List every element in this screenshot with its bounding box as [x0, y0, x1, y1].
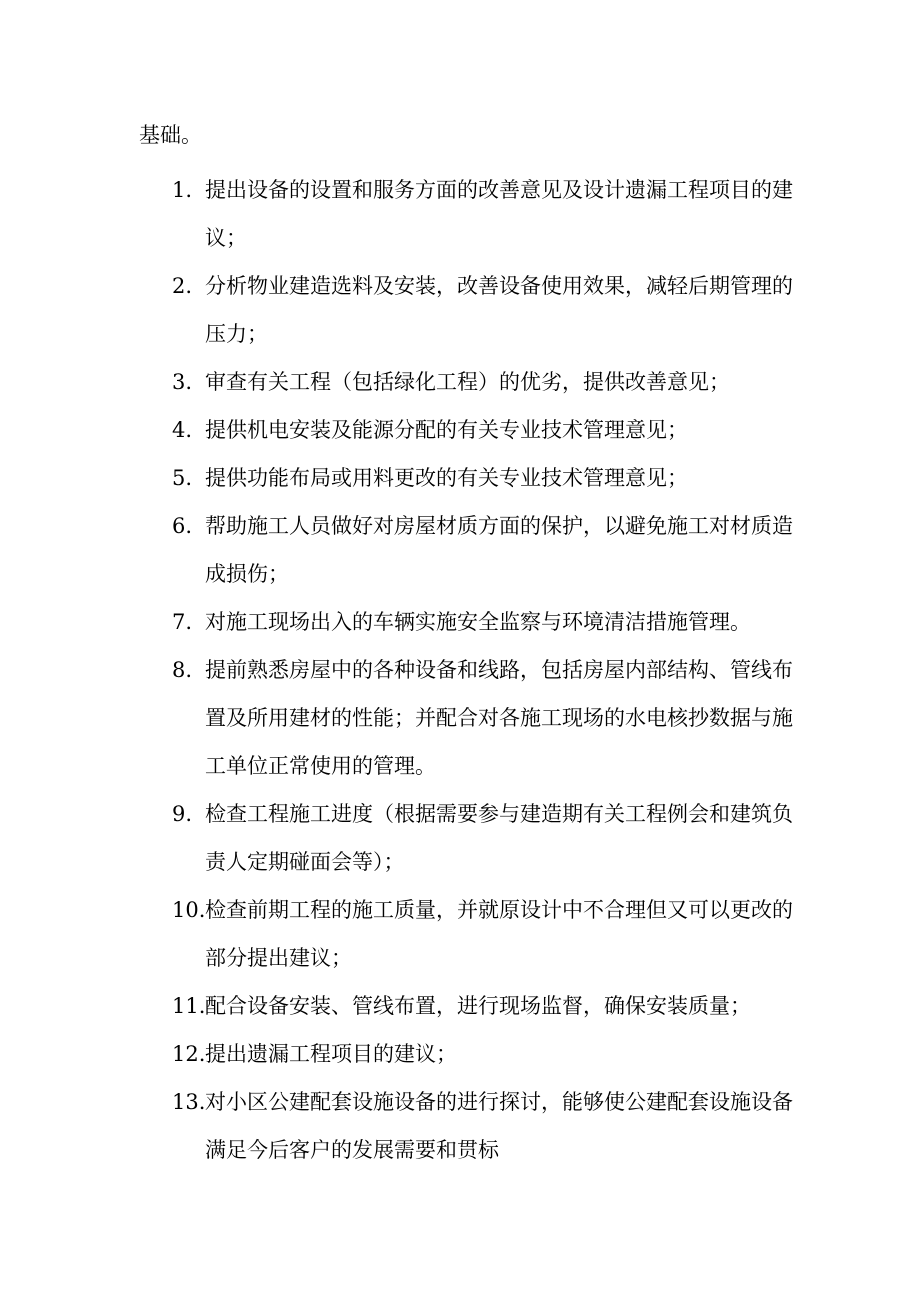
item-text: 分析物业建造选料及安装，改善设备使用效果，减轻后期管理的压力；	[205, 274, 793, 346]
item-text: 提出遗漏工程项目的建议；	[205, 1042, 457, 1066]
item-number: 12.	[172, 1042, 206, 1066]
item-text: 提供功能布局或用料更改的有关专业技术管理意见；	[205, 466, 688, 490]
item-number: 7.	[172, 610, 193, 634]
item-number: 5.	[172, 466, 193, 490]
item-number: 6.	[172, 514, 193, 538]
item-text: 配合设备安装、管线布置，进行现场监督，确保安装质量；	[205, 994, 751, 1018]
list-item	[139, 502, 799, 598]
item-text: 审查有关工程（包括绿化工程）的优劣，提供改善意见；	[205, 370, 730, 394]
list-item	[139, 1030, 799, 1078]
numbered-list	[139, 166, 799, 1174]
item-text: 检查前期工程的施工质量，并就原设计中不合理但又可以更改的部分提出建议；	[205, 898, 793, 970]
item-text: 帮助施工人员做好对房屋材质方面的保护，以避免施工对材质造成损伤；	[205, 514, 793, 586]
item-number: 13.	[172, 1090, 206, 1114]
list-item	[139, 262, 799, 358]
item-number: 3.	[172, 370, 193, 394]
item-number: 10.	[172, 898, 206, 922]
item-text: 提出设备的设置和服务方面的改善意见及设计遗漏工程项目的建议；	[205, 178, 793, 250]
item-number: 2.	[172, 274, 193, 298]
list-item	[139, 166, 799, 262]
list-item	[139, 598, 799, 646]
list-item	[139, 886, 799, 982]
list-item	[139, 358, 799, 406]
item-text: 对施工现场出入的车辆实施安全监察与环境清洁措施管理。	[205, 610, 751, 634]
list-item	[139, 406, 799, 454]
list-item	[139, 646, 799, 790]
item-text: 检查工程施工进度（根据需要参与建造期有关工程例会和建筑负责人定期碰面会等）；	[205, 802, 793, 874]
item-number: 4.	[172, 418, 193, 442]
intro-text: 基础。	[139, 123, 202, 147]
list-item	[139, 982, 799, 1030]
list-item	[139, 454, 799, 502]
item-text: 提前熟悉房屋中的各种设备和线路，包括房屋内部结构、管线布置及所用建材的性能；并配合对各施工现场的水电核抄数据与施工单位正常使用的管理。	[205, 658, 793, 778]
item-text: 提供机电安装及能源分配的有关专业技术管理意见；	[205, 418, 688, 442]
list-item	[139, 790, 799, 886]
item-number: 11.	[172, 994, 206, 1018]
item-number: 8.	[172, 658, 193, 682]
item-number: 1.	[172, 178, 193, 202]
list-item	[139, 1078, 799, 1174]
item-number: 9.	[172, 802, 193, 826]
item-text: 对小区公建配套设施设备的进行探讨，能够使公建配套设施设备满足今后客户的发展需要和贯标	[205, 1090, 793, 1162]
